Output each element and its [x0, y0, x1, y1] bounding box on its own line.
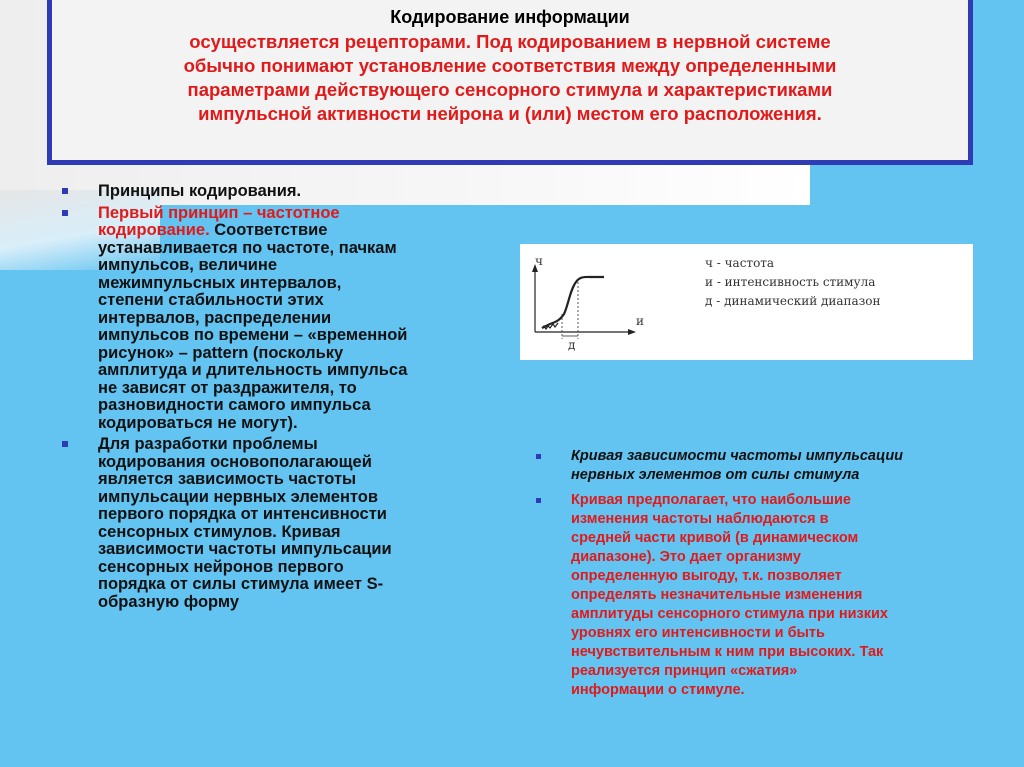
text-line: интервалов, распределении [98, 308, 332, 327]
text-line: Кривая предполагает, что наибольшие [571, 492, 851, 508]
text-line: разновидности самого импульса [98, 396, 371, 414]
text-line: сенсорных стимулов. Кривая [98, 522, 341, 541]
text-line: кодирования основополагающей [98, 452, 372, 471]
text-line: зависимости частоты импульсации [98, 540, 392, 558]
range-label: д [568, 338, 576, 352]
text-line: импульсов, величине [98, 256, 278, 274]
y-axis-label: ч [535, 254, 543, 268]
legend-item: и - интенсивность стимула [705, 275, 876, 289]
title-description [52, 30, 968, 126]
text-line: Первый принцип – частотное [98, 203, 340, 222]
text-line: рисунок» – pattern (поскольку [98, 343, 344, 362]
text-line: импульсации нервных элементов [98, 487, 379, 506]
text-line: реализуется принцип «сжатия» [571, 663, 798, 679]
bullet-first-principle [60, 205, 500, 433]
title-line: параметрами действующего сенсорного стимула и характеристиками [187, 79, 833, 100]
text-red-part: кодирование. [98, 221, 210, 239]
bullet-square-icon [62, 210, 68, 216]
bullet-text-block [98, 436, 500, 611]
title-main: Кодирование информации [390, 7, 630, 27]
left-column [60, 183, 500, 615]
text-line: порядка от силы стимула имеет S- [98, 575, 384, 593]
s-curve-figure [520, 244, 973, 360]
text-line: определять незначительные изменения [571, 587, 863, 603]
bullet-text-block [98, 205, 500, 433]
text-line: Кривая зависимости частоты импульсации [571, 448, 904, 464]
s-curve-line [542, 277, 604, 328]
bullet-principles [60, 183, 500, 201]
text-line: кодироваться не могут). [98, 413, 298, 432]
right-column [536, 447, 966, 706]
x-axis-arrow-icon [628, 329, 636, 335]
text-line: образную форму [98, 592, 240, 611]
text-line: является зависимость частоты [98, 470, 357, 488]
title-line: обычно понимают установление соответствия между определенными [183, 55, 837, 76]
bullet-text: Принципы кодирования. [98, 182, 302, 200]
bullet-square-icon [62, 188, 68, 194]
text-line: нечувствительным к ним при высоких. Так [571, 644, 884, 660]
text-line: средней части кривой (в динамическом [571, 530, 859, 546]
text-line-mixed [98, 222, 500, 240]
bullet-curve-caption [536, 447, 966, 485]
text-line: определенную выгоду, т.к. позволяет [571, 568, 842, 584]
bullet-square-icon [536, 454, 541, 459]
text-line: амплитуды сенсорного стимула при низких [571, 606, 888, 622]
text-line: уровнях его интенсивности и быть [571, 625, 825, 641]
text-line: изменения частоты наблюдаются в [571, 511, 829, 527]
text-line: нервных элементов от силы стимула [571, 467, 860, 483]
legend-item: ч - частота [705, 256, 775, 270]
text-line: сенсорных нейронов первого [98, 557, 344, 576]
bullet-square-icon [62, 441, 68, 447]
text-line: степени стабильности этих [98, 291, 324, 309]
text-line: амплитуда и длительность импульса [98, 361, 408, 379]
chart-legend [705, 254, 880, 311]
x-axis-label: и [636, 314, 644, 328]
title-box [47, 0, 973, 165]
text-line: межимпульсных интервалов, [98, 273, 342, 292]
text-line: диапазоне). Это дает организму [571, 549, 801, 565]
text-line: информации о стимуле. [571, 682, 745, 698]
text-line: устанавливается по частоте, пачкам [98, 238, 397, 257]
text-line: первого порядка от интенсивности [98, 505, 387, 523]
title-line: импульсной активности нейрона и (или) местом его расположения. [198, 103, 822, 124]
bullet-curve-explanation [536, 491, 966, 700]
text-line: импульсов по времени – «временной [98, 326, 408, 344]
text-black-part: Соответствие [209, 221, 328, 239]
text-line: не зависят от раздражителя, то [98, 378, 357, 397]
bullet-s-curve [60, 436, 500, 611]
text-line: Для разработки проблемы [98, 435, 318, 453]
legend-item: д - динамический диапазон [705, 294, 881, 308]
title-line: осуществляется рецепторами. Под кодированием в нервной системе [189, 31, 831, 52]
bullet-square-icon [536, 498, 541, 503]
